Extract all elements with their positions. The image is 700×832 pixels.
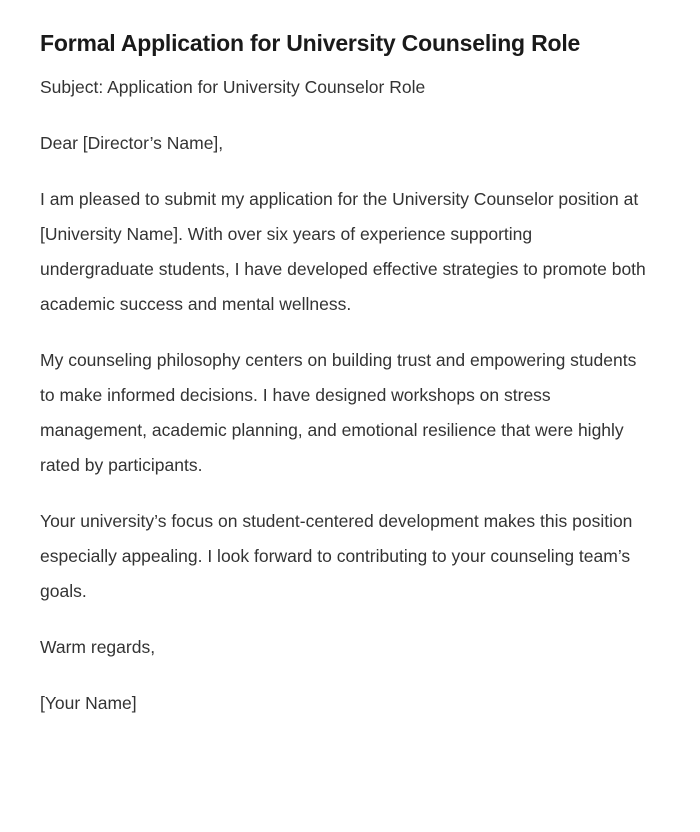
closing-line: Warm regards,	[40, 637, 156, 657]
body-paragraph-1: I am pleased to submit my application for the University Counselor position at [University Name]. With over six years of experience supporting undergraduate students, I have developed effective strategies to promote both academic success and mental wellness.	[40, 189, 646, 314]
salutation: Dear [Director’s Name],	[40, 133, 224, 153]
page-title: Formal Application for University Counseling Role	[40, 30, 581, 56]
subject-line: Subject: Application for University Counselor Role	[40, 77, 426, 97]
signature-placeholder: [Your Name]	[40, 693, 137, 713]
body-paragraph-2: My counseling philosophy centers on building trust and empowering students to make informed decisions. I have designed workshops on stress management, academic planning, and emotional resilience that were highly rated by participants.	[40, 350, 637, 475]
body-paragraph-3: Your university’s focus on student-centered development makes this position especially appealing. I look forward to contributing to your counseling team’s goals.	[40, 511, 633, 601]
